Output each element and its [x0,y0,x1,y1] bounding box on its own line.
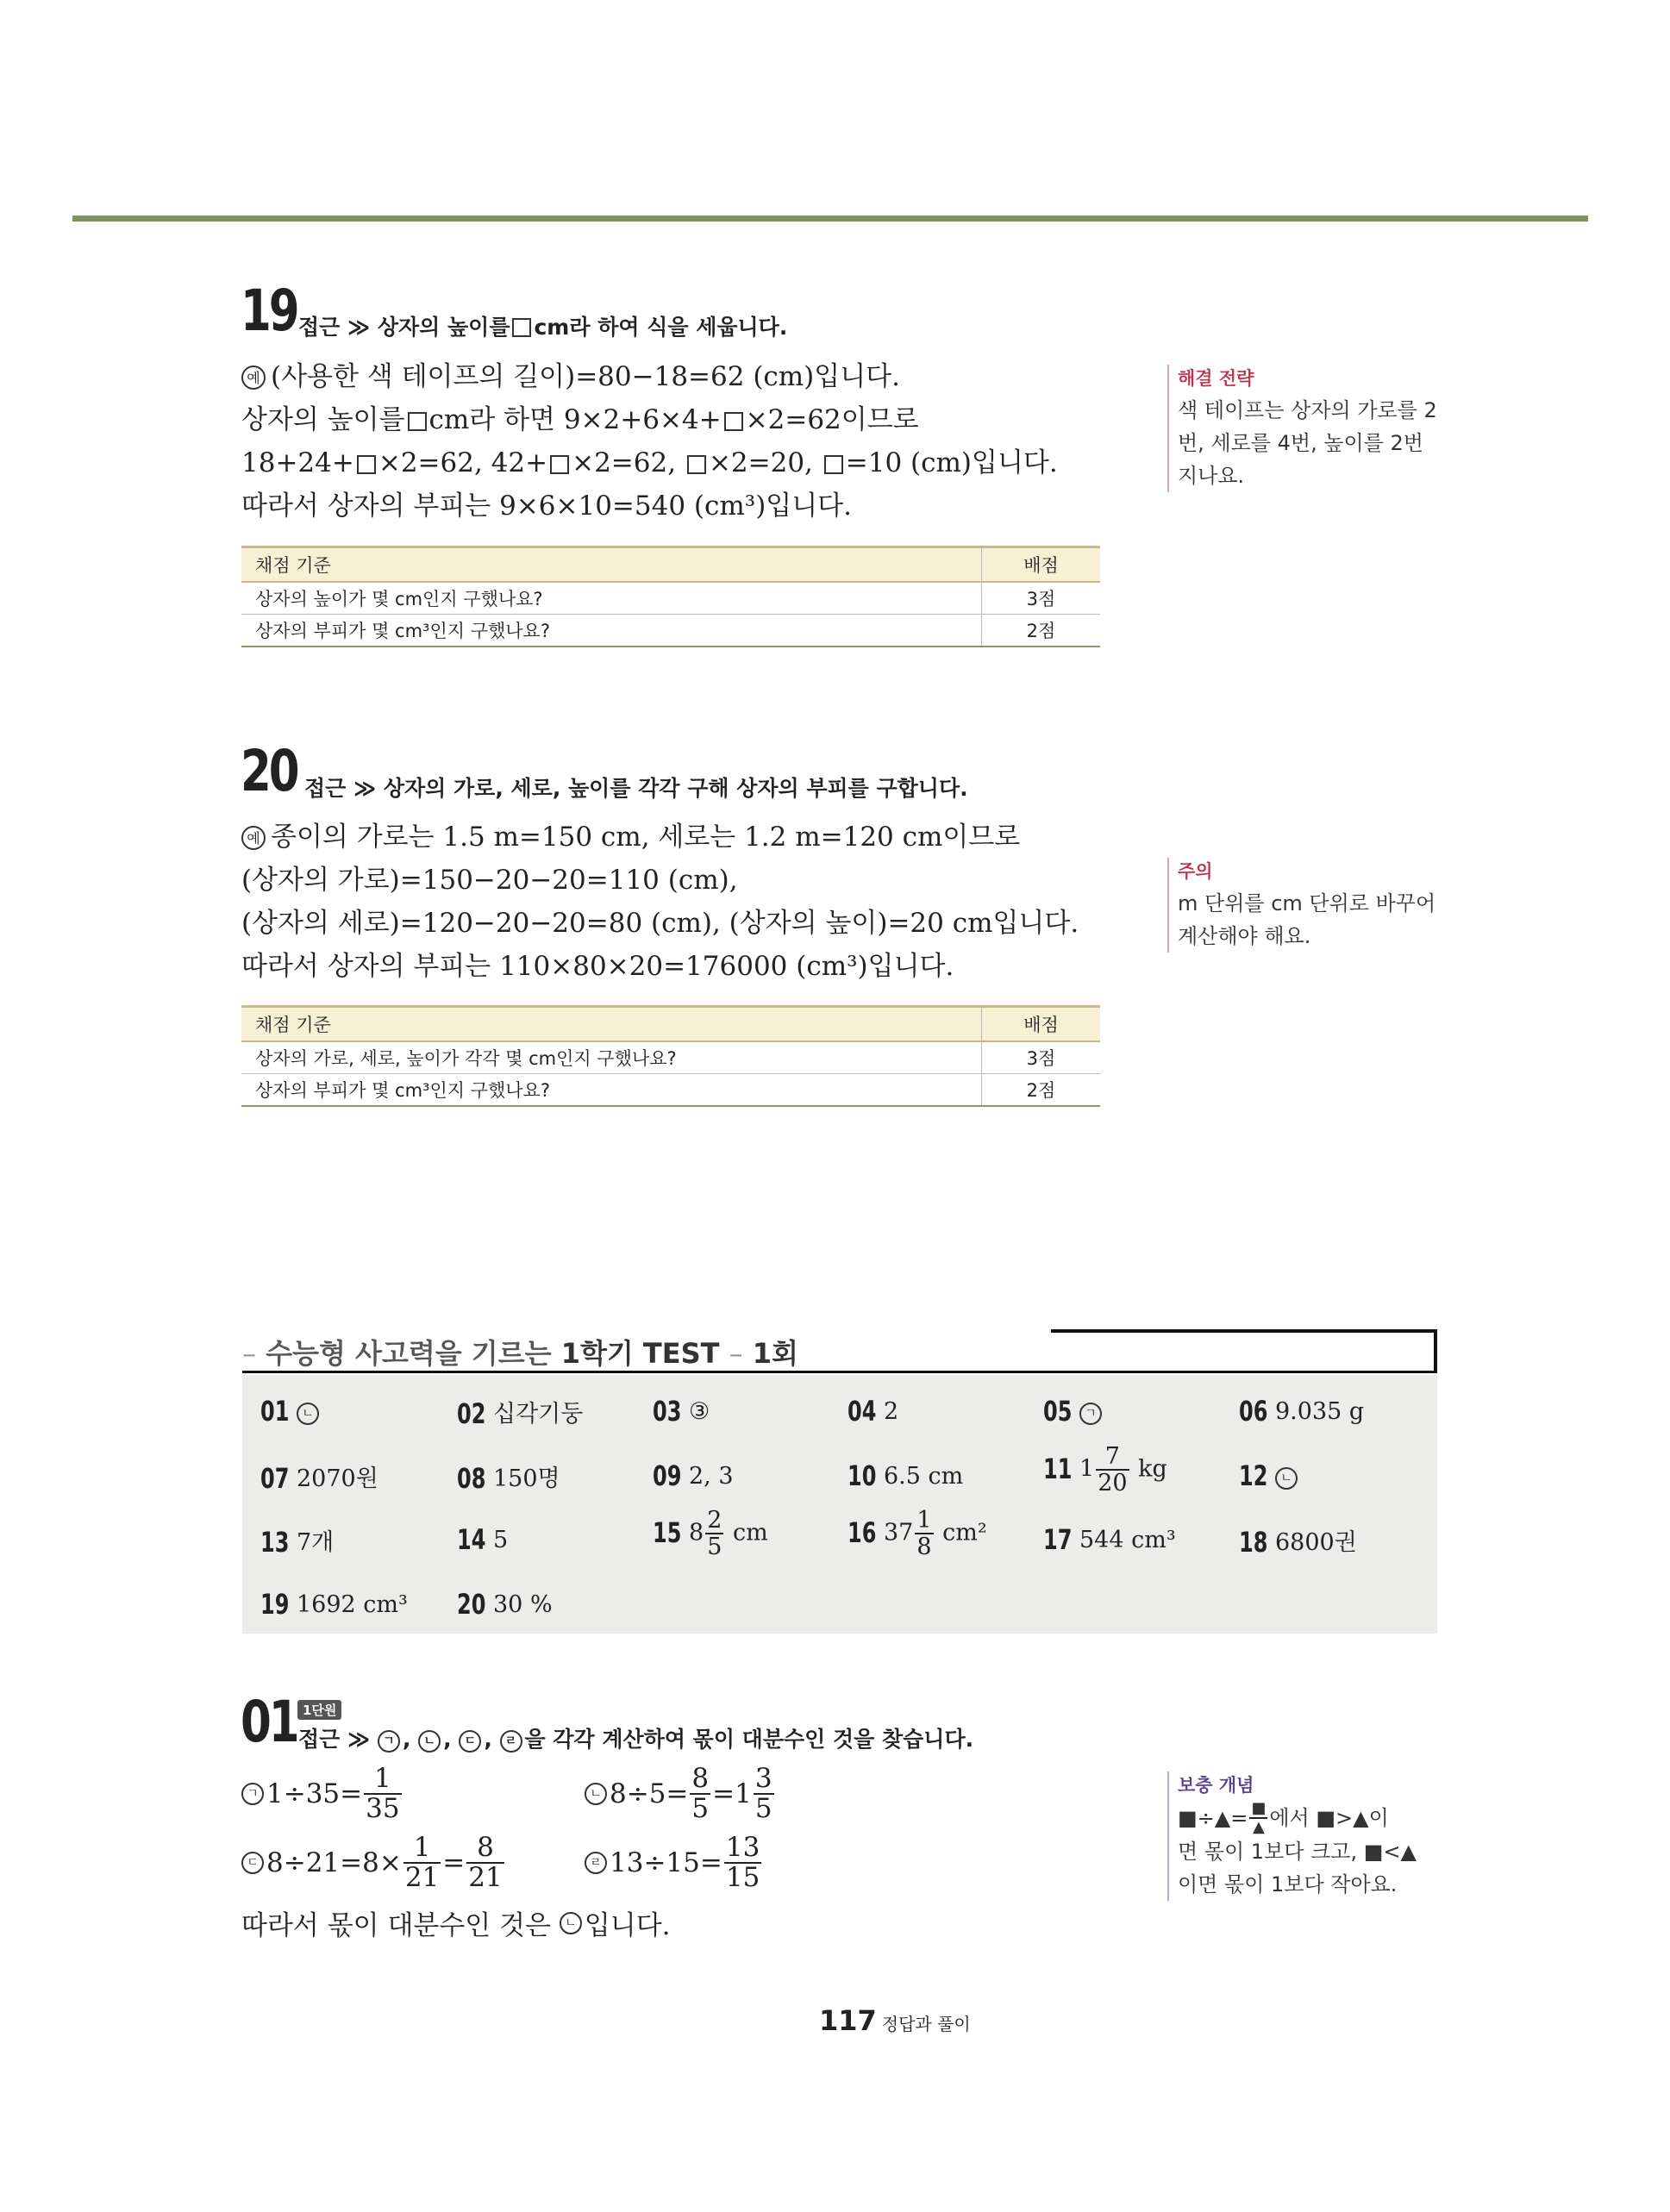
solution-20-line-1 [241,815,1079,859]
section-rule [242,1371,1437,1373]
eq-mid: =1 [712,1778,752,1809]
circle-label: ㄱ [241,1783,264,1805]
blank-box-icon [724,412,743,431]
conclusion-text: 입니다. [584,1910,671,1941]
problem-number-20: 20 [241,738,297,804]
points: 3점 [982,1041,1101,1074]
approach-01-text-a: 접근 ≫ [298,1727,371,1752]
criterion: 상자의 부피가 몇 cm³인지 구했나요? [241,615,982,647]
answer-value: 6800권 [1275,1529,1357,1556]
page-number: 117 [819,2004,877,2037]
line-text: (사용한 색 테이프의 길이)=80−18=62 (cm)입니다. [271,361,900,392]
points: 2점 [982,615,1101,647]
answer-number: 15 [653,1515,682,1549]
solution-20 [241,815,1079,988]
scoring-table-20 [241,1005,1100,1107]
approach-19-text-b: cm라 하여 식을 세웁니다. [534,315,788,340]
approach-01-text-b: 을 각각 계산하여 몫이 대분수인 것을 찾습니다. [524,1727,974,1752]
answer-value: 544 cm³ [1079,1527,1176,1553]
table-header: 채점 기준 [241,1007,982,1042]
note-line: 계산해야 해요. [1178,924,1311,948]
table-row [241,582,1100,615]
answer-02 [457,1395,583,1430]
points: 3점 [982,582,1101,615]
answer-number: 10 [848,1459,877,1492]
denominator: 5 [754,1793,772,1824]
note-line: 색 테이프는 상자의 가로를 2 [1178,398,1437,422]
line-text: cm라 하면 9×2+6×4+ [428,404,722,435]
answer-value: 9.035 g [1275,1398,1365,1425]
note-line: 이면 몫이 1보다 작아요. [1178,1872,1398,1896]
circle-label: ㄹ [500,1730,522,1753]
note-line: m 단위를 cm 단위로 바꾸어 [1178,891,1436,915]
denominator: 35 [366,1793,400,1824]
equation-c [241,1834,506,1891]
title-dash: – [729,1337,743,1370]
denominator: 21 [404,1862,440,1893]
circle-label: ㄷ [241,1852,264,1874]
denominator: 15 [725,1862,760,1893]
eq-mid: = [442,1847,466,1878]
answer-number: 03 [653,1395,682,1428]
numerator: 13 [725,1832,760,1863]
numerator: 7 [1096,1445,1129,1471]
answer-number: 06 [1239,1395,1268,1428]
fraction [403,1834,441,1891]
blank-box-icon [687,455,706,474]
fraction [705,1509,723,1559]
answer-number: 20 [457,1588,486,1621]
answer-value: 7개 [297,1529,335,1556]
answer-number: 11 [1043,1452,1073,1485]
note-line: 번, 세로를 4번, 높이를 2번 [1178,431,1423,455]
denominator: 5 [691,1793,710,1824]
blank-box-icon [357,455,376,474]
blank-box-icon [408,412,427,431]
answer-number: 16 [848,1515,877,1549]
line-text: ×2=20, [708,447,813,478]
conclusion-text: 따라서 몫이 대분수인 것은 [241,1910,551,1941]
unit: cm² [942,1519,987,1547]
answer-15 [653,1509,768,1559]
unit: cm [732,1519,768,1547]
eq-lhs: 1÷35= [266,1778,363,1809]
answer-07 [260,1459,378,1495]
title-bold: 1학기 TEST [560,1337,720,1370]
answer-value: 150명 [493,1465,560,1492]
numerator: 1 [403,1834,441,1864]
answer-value: ㄱ [1079,1403,1102,1425]
line-text: ×2=62이므로 [745,404,919,435]
top-rule [72,216,1588,222]
solution-20-line-3: (상자의 세로)=120−20−20=80 (cm), (상자의 높이)=20 cm입니다. [241,908,1079,939]
note-caution [1167,858,1454,953]
answer-13 [260,1523,334,1559]
table-header: 채점 기준 [241,547,982,583]
table-row [241,615,1100,647]
note-text: 에서 ■>▲이 [1269,1806,1389,1830]
equation-d [585,1834,763,1891]
answer-19 [260,1588,408,1621]
denominator: 21 [468,1862,503,1893]
answer-06 [1239,1395,1364,1428]
numerator: 1 [364,1765,401,1795]
solution-19-line-4: 따라서 상자의 부피는 9×6×10=540 (cm³)입니다. [241,491,852,522]
points: 2점 [982,1074,1101,1107]
answer-number: 18 [1239,1526,1268,1559]
fraction [754,1765,774,1822]
circle-label: ㄹ [585,1852,607,1874]
answer-number: 04 [848,1395,877,1428]
approach-19-text-a: 접근 ≫ 상자의 높이를 [298,315,510,340]
solution-19 [241,355,1058,528]
table-row [241,1074,1100,1107]
eq-lhs: 13÷15= [610,1847,722,1878]
table-header: 배점 [982,1007,1101,1042]
fraction: $\frac{■}{▲}$ [1251,1799,1267,1836]
example-mark-icon: 예 [241,826,266,850]
page-footer [819,2004,971,2037]
denominator: 8 [916,1534,932,1560]
blank-box-icon [824,455,843,474]
equation-a [241,1765,403,1822]
line-text: ×2=62, 42+ [378,447,548,478]
note-title: 해결 전략 [1178,368,1254,389]
note-title: 주의 [1178,861,1213,882]
section-title-frame [1051,1329,1437,1372]
title-round: 1회 [752,1337,798,1370]
answer-value: ㄴ [1275,1467,1298,1490]
solution-19-line-3 [241,441,1058,484]
approach-19 [298,310,787,341]
line-text: 상자의 높이를 [241,404,405,435]
line-text: 18+24+ [241,447,354,478]
equation-b [585,1765,776,1822]
answer-number: 09 [653,1459,682,1492]
answer-number: 02 [457,1397,486,1430]
table-row [241,1041,1100,1074]
note-strategy [1167,365,1454,492]
table-header: 배점 [982,547,1101,583]
answer-20 [457,1588,553,1621]
note-text: ■÷▲= [1178,1806,1248,1830]
numerator: 8 [466,1834,504,1864]
numerator: 2 [707,1507,722,1534]
answer-value: 5 [493,1527,509,1553]
answer-number: 07 [260,1462,290,1495]
answer-10 [848,1459,963,1492]
answer-value: 2 [884,1398,899,1425]
answer-number: 19 [260,1588,290,1621]
answer-value: 6.5 cm [884,1463,964,1490]
eq-lhs: 8÷21=8× [266,1847,402,1878]
answer-number: 01 [260,1395,290,1428]
answer-number: 05 [1043,1395,1073,1428]
denominator: 5 [707,1534,722,1560]
answer-value: 십각기둥 [493,1401,584,1428]
approach-20: 접근 ≫ 상자의 가로, 세로, 높이를 각각 구해 상자의 부피를 구합니다. [304,776,968,801]
problem-number-01: 01 [241,1689,297,1755]
unit-tag: 1단원 [297,1700,341,1720]
problem-number-19: 19 [241,278,297,344]
criterion: 상자의 높이가 몇 cm인지 구했나요? [241,582,982,615]
answer-12 [1239,1459,1300,1492]
answer-number: 08 [457,1462,486,1495]
scoring-table-19 [241,546,1100,647]
fraction [364,1765,401,1822]
section-title [242,1332,798,1372]
unit: kg [1138,1455,1167,1483]
approach-01: 접근 ≫ ㄱ , ㄴ , ㄷ , ㄹ 을 각각 계산하여 몫이 대분수인 것을 찾습니다. [298,1727,974,1752]
blank-box-icon [550,455,569,474]
answer-value: ㄴ [297,1403,319,1425]
answer-11 [1043,1445,1167,1495]
answer-number: 17 [1043,1523,1073,1556]
mixed-whole: 37 [884,1519,914,1547]
answer-05 [1043,1395,1104,1428]
example-mark-icon: 예 [241,366,266,390]
answer-value: 30 % [493,1591,553,1618]
numerator: 3 [754,1763,772,1794]
line-text: =10 (cm)입니다. [845,447,1058,478]
line-text: ×2=62, [572,447,677,478]
answer-value: 2070원 [297,1465,378,1492]
note-line: 면 몫이 1보다 크고, ■<▲ [1178,1840,1417,1864]
solution-20-line-4: 따라서 상자의 부피는 110×80×20=176000 (cm³)입니다. [241,951,954,982]
criterion: 상자의 부피가 몇 cm³인지 구했나요? [241,1074,982,1107]
fraction [1096,1445,1129,1495]
note-title: 보충 개념 [1178,1775,1254,1796]
denominator: 20 [1098,1470,1128,1497]
answer-number: 12 [1239,1459,1268,1492]
answer-number: 13 [260,1526,290,1559]
fraction [724,1834,761,1891]
footer-label: 정답과 풀이 [881,2014,971,2034]
note-line: 지나요. [1178,464,1245,488]
fraction [690,1765,710,1822]
solution-20-line-2: (상자의 가로)=150−20−20=110 (cm), [241,865,738,896]
answer-18 [1239,1523,1357,1559]
answer-17 [1043,1523,1176,1556]
line-text: 종이의 가로는 1.5 m=150 cm, 세로는 1.2 m=120 cm이므로 [271,822,1021,853]
blank-box-icon [512,318,531,337]
answer-value: 2, 3 [689,1463,734,1490]
answer-value: ③ [689,1398,710,1425]
answer-09 [653,1459,734,1492]
answer-03 [653,1395,710,1428]
answer-value: 1692 cm³ [297,1591,408,1618]
title-light: 수능형 사고력을 기르는 [266,1337,552,1370]
criterion: 상자의 가로, 세로, 높이가 각각 몇 cm인지 구했나요? [241,1041,982,1074]
conclusion-01 [241,1903,671,1942]
circle-label: ㄴ [585,1783,607,1805]
fraction [915,1509,933,1559]
answer-number: 14 [457,1523,486,1556]
numerator: 8 [691,1763,710,1794]
solution-19-line-1 [241,355,1058,398]
solution-19-line-2 [241,398,1058,441]
note-concept [1167,1771,1454,1901]
eq-lhs: 8÷5= [610,1778,689,1809]
mixed-whole: 8 [689,1519,704,1547]
answer-01 [260,1395,322,1428]
circle-label: ㄴ [418,1730,441,1753]
note-line [1178,1801,1454,1835]
circle-label: ㄷ [459,1730,481,1753]
title-dash: – [242,1337,256,1370]
answer-04 [848,1395,898,1428]
circle-label: ㄱ [378,1730,400,1753]
numerator: 1 [916,1507,932,1534]
answer-14 [457,1523,508,1556]
answer-16 [848,1509,987,1559]
answer-08 [457,1459,560,1495]
fraction [466,1834,504,1891]
circle-label: ㄴ [560,1912,582,1934]
mixed-whole: 1 [1079,1455,1095,1483]
